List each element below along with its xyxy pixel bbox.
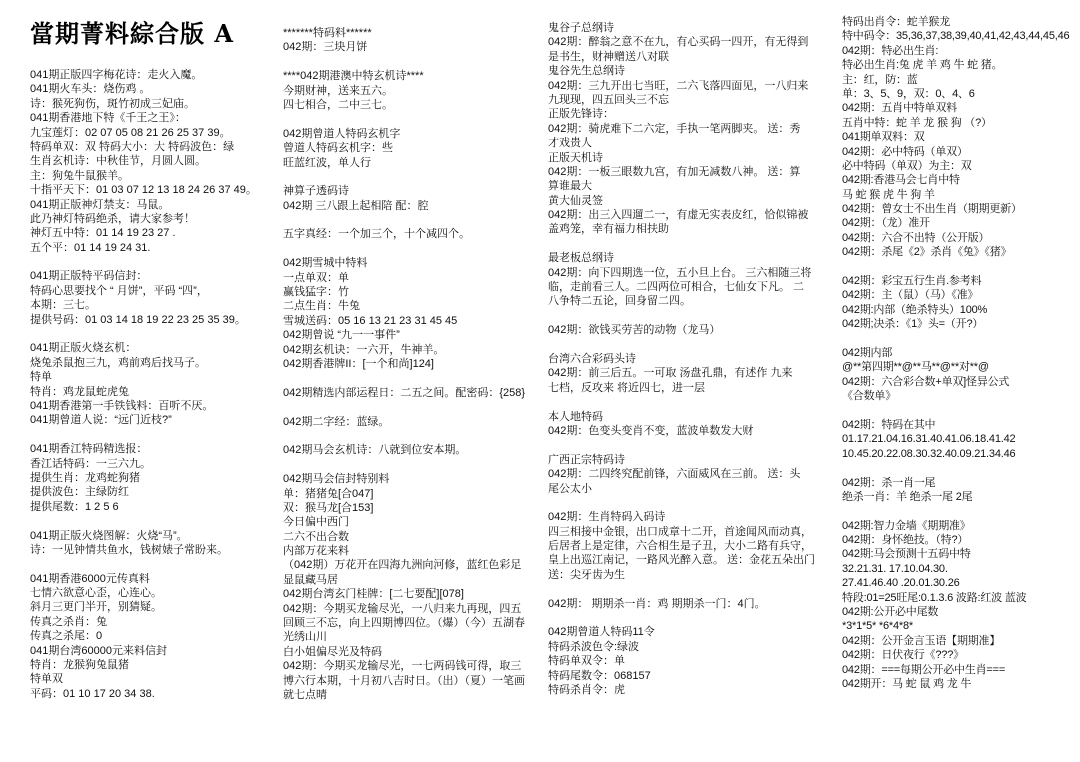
text-line: 042期：特必出生肖: [842, 44, 939, 57]
text-line: 042期二字经：蓝绿。 [283, 415, 390, 428]
text-line: 042期：曾女士不出生肖（期期更新） [842, 203, 1022, 216]
text-line: *******特码料****** [283, 27, 372, 39]
text-block [842, 476, 1078, 505]
text-line: 皇上出巡江南记，一路风光醉入意。 送：金花五朵出门 [548, 554, 816, 567]
text-block [283, 443, 541, 457]
text-line: 此乃神灯特码绝杀，请大家参考！ [30, 212, 195, 225]
text-line: 042期：公开金言玉语【期期准】 [842, 634, 1001, 647]
text-line: 041期正版火烧图解：火烧“马”。 [30, 529, 188, 542]
text-line: 临，走前看三人。二四两位可相合，七仙女下凡。 二 [548, 281, 805, 294]
text-line: 算谁最大 [548, 180, 592, 193]
text-line: 雪城送码：05 16 13 21 23 31 45 45 [283, 314, 458, 327]
text-line: 042期:马会预测十五码中特 [842, 548, 971, 561]
text-line: 平码：01 10 17 20 34 38. [30, 687, 155, 700]
text-line: 042期马会信封特别料 [283, 473, 390, 486]
text-line: 四七相合，二中三七。 [283, 98, 393, 111]
text-line: 042期：生肖特码入码诗 [548, 511, 666, 524]
text-line: 今日偏中西门 [283, 516, 349, 529]
text-line: 041期曾道人说：“远门近枝?” [30, 414, 172, 427]
text-line: 博六行本期，十月初八吉时日。（出）（夏）一笔画 [283, 674, 525, 687]
text-line: 042期:香港马会七肖中特 [842, 174, 960, 187]
text-line: 042期玄机诀：一六开，牛神羊。 [283, 343, 445, 356]
text-line: 今期财神，送来五六。 [283, 84, 393, 97]
text-line: 042期:内部（绝杀特头）100% [842, 303, 988, 316]
text-line: 五肖中特：蛇 羊 龙 猴 狗 （?） [842, 116, 992, 129]
text-line: 鬼谷子总纲诗 [548, 22, 614, 34]
text-line: 二点生肖：牛兔 [283, 300, 360, 313]
text-line: 特码尾数令：068157 [548, 669, 651, 682]
text-line: 042期：杀一肖一尾 [842, 476, 936, 489]
text-line: 042期：二四终究配前锋，六面威风在三前。 送：头 [548, 468, 801, 481]
text-line: 10.45.20.22.08.30.32.40.09.21.34.46 [842, 447, 1016, 460]
text-line: 正版先锋诗： [548, 108, 614, 121]
text-block [30, 572, 278, 702]
text-line: 042期：杀尾《2》杀肖《兔》《猪》 [842, 246, 1012, 259]
text-line: 提供尾数：1 2 5 6 [30, 500, 119, 513]
text-line: 042期曾道人特码玄机字 [283, 127, 401, 140]
text-line: 特码单双：双 特码大小：大 特码波色：绿 [30, 140, 235, 153]
text-line: 特段:01=25旺尾:0.1.3.6 波路:红波 蓝波 [842, 591, 1027, 604]
text-line: 必中特码（单双）为主：双 [842, 159, 972, 172]
text-line: 正版天机诗 [548, 151, 603, 164]
text-line: 生肖玄机诗：中秋佳节，月圆人圆。 [30, 155, 206, 168]
text-line: 特码心思要找个 “ 月饼”，平码 “四”， [30, 284, 208, 297]
text-block [842, 519, 1078, 692]
text-line: 042期精选内部运程日：二五之间。配密码：{258} [283, 386, 526, 399]
text-line: 042期雪城中特料 [283, 257, 368, 270]
text-line: 传真之杀尾：0 [30, 630, 103, 643]
text-line: 提供号码：01 03 14 18 19 22 23 25 35 39。 [30, 313, 246, 326]
text-line: 曾道人特码玄机字：些 [283, 142, 393, 155]
text-line: 042期：向下四期选一位，五小旦上台。 三六相随三将 [548, 266, 812, 279]
text-line: 回顾三不忘，向上四期博四位。（爆）（今）五湖春 [283, 617, 525, 630]
text-line: 双：猴马龙[合153] [283, 501, 374, 514]
text-line: 041期正版四字梅花诗：走火入魔。 [30, 69, 203, 81]
text-line: 白小姐偏尽光及特码 [283, 645, 382, 658]
text-line: 台湾六合彩码头诗 [548, 352, 636, 365]
text-line: 042期：今期买龙输尽光，一七两码钱可得，取三 [283, 660, 522, 673]
text-line: 盖鸡笼，幸有福力相扶助 [548, 223, 669, 236]
text-line: 042期开：马 蛇 鼠 鸡 龙 牛 [842, 677, 972, 690]
text-line: 042期:公开必中尾数 [842, 606, 939, 619]
text-block [842, 418, 1078, 461]
text-line: 特中码令：35,36,37,38,39,40,41,42,43,44,45,46 [842, 30, 1070, 43]
text-line: 诗：一见钟情共鱼水，钱树婊子常盼来。 [30, 543, 228, 556]
text-block [842, 15, 1078, 260]
text-line: 烧兔杀鼠抱三九，鸡前鸡后找马子。 [30, 356, 206, 369]
text-line: 特单双 [30, 673, 63, 686]
text-line: 显鼠藏马居 [283, 573, 338, 586]
text-line: 042期：前三后五。一可取 汤盘孔鼎，有述作 九来 [548, 367, 793, 380]
text-line: 041期正版特平码信封： [30, 270, 148, 283]
text-line: 041期香港第一手铁钱料：百听不厌。 [30, 399, 214, 412]
text-line: 广西正宗特码诗 [548, 453, 625, 466]
text-line: @**第四期**@**马**@**对**@ [842, 361, 989, 374]
text-line: 042期：六合彩合数+单双]怪异公式 [842, 375, 1010, 388]
text-line: 042期：今期买龙输尽光，一八归来九再现，四五 [283, 602, 522, 615]
text-line: 七档，反攻来 将近四七，进一层 [548, 381, 706, 394]
text-line: 特单 [30, 371, 52, 384]
text-line: 特码杀波色令:绿波 [548, 640, 640, 653]
text-line: 042期：必中特码（单双） [842, 145, 968, 158]
text-block [548, 21, 834, 237]
text-line: 042期： 期期杀一肖：鸡 期期杀一门：4门。 [548, 597, 766, 610]
text-line: 041期火车头：烧伤鸡 。 [30, 83, 151, 96]
text-line: 鬼谷先生总纲诗 [548, 65, 625, 78]
text-line: 特码出肖令：蛇羊猴龙 [842, 16, 950, 28]
text-line: 042期：五肖中特单双料 [842, 102, 957, 115]
text-line: 042期：三块月饼 [283, 41, 368, 54]
text-line: 绝杀一肖：羊 绝杀一尾 2尾 [842, 490, 973, 503]
column-2 [283, 26, 541, 756]
text-line: 042期：特码在其中 [842, 418, 936, 431]
text-line: 042期曾说 “九一一事件” [283, 329, 400, 342]
text-block [283, 227, 541, 241]
text-block [548, 251, 834, 309]
text-block [548, 453, 834, 496]
text-line: 042期曾道人特码11令 [548, 626, 655, 639]
column-1 [30, 68, 278, 758]
text-block [30, 269, 278, 327]
text-line: 九现现，四五回头三不忘 [548, 93, 669, 106]
text-line: 诗：猴死狗伤，斑竹初成三妃庙。 [30, 97, 195, 110]
text-line: 27.41.46.40 .20.01.30.26 [842, 577, 960, 590]
text-line: 神算子透码诗 [283, 185, 349, 198]
text-block [283, 472, 541, 702]
text-line: 042期：===每期公开必中生肖=== [842, 663, 1006, 676]
text-line: 01.17.21.04.16.31.40.41.06.18.41.42 [842, 433, 1016, 446]
text-line: 042期香港牌II：[一个和尚]124] [283, 357, 434, 370]
text-line: （042期）万花开在四海九洲向河修，蓝红色彩足 [283, 559, 522, 572]
text-line: 042期马会玄机诗：八就到位安本期。 [283, 444, 467, 457]
text-line: 特肖：龙猴狗兔鼠猪 [30, 659, 129, 672]
text-line: 送：尖牙齿为生 [548, 568, 625, 581]
text-block [548, 352, 834, 395]
text-block [283, 184, 541, 213]
text-line: 042期：醉翁之意不在九，有心买码一四开，有无得到 [548, 36, 809, 49]
text-block [548, 510, 834, 582]
text-block [548, 597, 834, 611]
text-line: 042期：一板三眼数九宫，有加无减数八神。 送：算 [548, 165, 801, 178]
text-line: 旺蓝红波，单人行 [283, 156, 371, 169]
text-line: 042期;决杀：《1》头=（开?） [842, 318, 984, 331]
text-line: 五个平：01 14 19 24 31. [30, 241, 151, 254]
text-line: 042期：主（鼠）（马）《准》 [842, 289, 979, 302]
text-line: 042期台湾玄门桂牌：[二七要配][078] [283, 588, 464, 601]
text-line: 041期单双料：双 [842, 131, 925, 144]
text-line: 042期：骑虎难下二六定，手执一笔两脚夹。 送：秀 [548, 122, 801, 135]
text-line: *3*1*5* *6*4*8* [842, 620, 914, 633]
text-line: 一点单双：单 [283, 271, 349, 284]
text-line: 七情六欲意心歪，心连心。 [30, 587, 162, 600]
text-line: 提供生肖：龙鸡蛇狗猪 [30, 471, 140, 484]
text-line: 十指平天下：01 03 07 12 13 18 24 26 37 49。 [30, 184, 257, 197]
text-line: 才戏贵人 [548, 137, 592, 150]
text-line: 神灯五中特：01 14 19 23 27 . [30, 227, 176, 240]
text-line: 042期内部 [842, 346, 893, 359]
text-line: 就七点晴 [283, 688, 327, 701]
text-block [283, 415, 541, 429]
text-line: 042期：彩宝五行生肖.参考料 [842, 275, 982, 288]
text-block [30, 341, 278, 427]
text-line: 042期 三八跟上起相陪 配：腔 [283, 199, 429, 212]
text-line: 041期正版火烧玄机： [30, 342, 137, 355]
text-line: 后居者上是定律，六合相生是子丑，大小二路有兵守， [548, 540, 812, 553]
text-line: 最老板总纲诗 [548, 252, 614, 265]
text-line: 马 蛇 猴 虎 牛 狗 羊 [842, 188, 935, 201]
text-line: 黄大仙灵签 [548, 194, 603, 207]
text-line: 八争特二五论，回身留二四。 [548, 295, 691, 308]
text-block [548, 625, 834, 697]
text-line: 042期：六合不出特（公开版） [842, 231, 990, 244]
text-line: 主：红，防：蓝 [842, 73, 918, 86]
text-block [283, 26, 541, 55]
text-line: 内部万花来料 [283, 545, 349, 558]
text-line: 四三相接中金银，出口成章十二开，首途闻风而动真， [548, 525, 812, 538]
text-line: 042期：出三入四遛二一，有虚无实表皮红，恰似锦被 [548, 209, 809, 222]
text-line: 赢钱猛字：竹 [283, 286, 349, 299]
text-block [30, 442, 278, 514]
column-4 [842, 15, 1078, 755]
text-line: 九宝莲灯：02 07 05 08 21 26 25 37 39。 [30, 126, 231, 139]
text-line: 041期香港地下特《千王之王》： [30, 112, 186, 125]
text-block [842, 346, 1078, 404]
column-3 [548, 21, 834, 756]
text-line: 041期香江特码精选报： [30, 443, 148, 456]
text-line: 041期香港6000元传真料 [30, 572, 150, 585]
text-line: 本期：三七。 [30, 299, 96, 312]
text-line: 特必出生肖:兔 虎 羊 鸡 牛 蛇 猪。 [842, 59, 1003, 72]
text-line: 042期：身怀绝技。（特?） [842, 534, 969, 547]
text-line: 传真之杀肖：兔 [30, 615, 107, 628]
page-title: 當期菁料綜合版 A [30, 19, 234, 48]
text-line: 尾公太小 [548, 482, 592, 495]
text-line: 主：狗兔牛鼠猴羊。 [30, 169, 129, 182]
text-line: 042期：色变头变肖不变，蓝波单数发大财 [548, 424, 754, 437]
text-block [548, 410, 834, 439]
text-line: 香江话特码：一三六九。 [30, 457, 151, 470]
text-block [30, 68, 278, 255]
text-line: 单：3、5、9，双：0、4、6 [842, 87, 975, 100]
text-block [548, 323, 834, 337]
text-line: 32.21.31. 17.10.04.30. [842, 562, 948, 575]
text-line: 042期:智力金墙《期期准》 [842, 519, 971, 532]
text-line: 斜月三更门半开，别猜疑。 [30, 601, 162, 614]
text-line: 042期：日伏夜行《???》 [842, 649, 964, 662]
text-line: 本人地特码 [548, 410, 603, 423]
text-line: 041期台湾60000元来料信封 [30, 644, 167, 657]
text-block [283, 386, 541, 400]
text-block [842, 274, 1078, 332]
text-line: 是书生，财神赠送八对联 [548, 50, 669, 63]
text-block [283, 127, 541, 170]
text-line: 《合数单》 [842, 390, 896, 403]
text-line: 提供波色：主绿防红 [30, 486, 129, 499]
text-line: 特码单双令：单 [548, 655, 625, 668]
text-line: 特肖：鸡龙鼠蛇虎兔 [30, 385, 129, 398]
text-block [30, 529, 278, 558]
text-line: 五字真经：一个加三个，十个减四个。 [283, 228, 470, 241]
text-block [283, 69, 541, 112]
text-line: ****042期港澳中特玄机诗**** [283, 70, 424, 83]
text-line: 单：猪猪兔[合047] [283, 487, 374, 500]
text-line: 042期：欲钱买劳苦的动物（龙马） [548, 324, 721, 337]
text-line: 特码杀肖令：虎 [548, 683, 625, 696]
text-line: 二六不出合数 [283, 530, 349, 543]
text-block [283, 256, 541, 371]
text-line: 光绣山川 [283, 631, 327, 644]
text-line: 041期正版神灯禁支：马鼠。 [30, 198, 170, 211]
text-line: 042期：三九开出七当旺，二六飞落四面见，一八归来 [548, 79, 809, 92]
text-line: 042期：（龙）准开 [842, 217, 930, 230]
